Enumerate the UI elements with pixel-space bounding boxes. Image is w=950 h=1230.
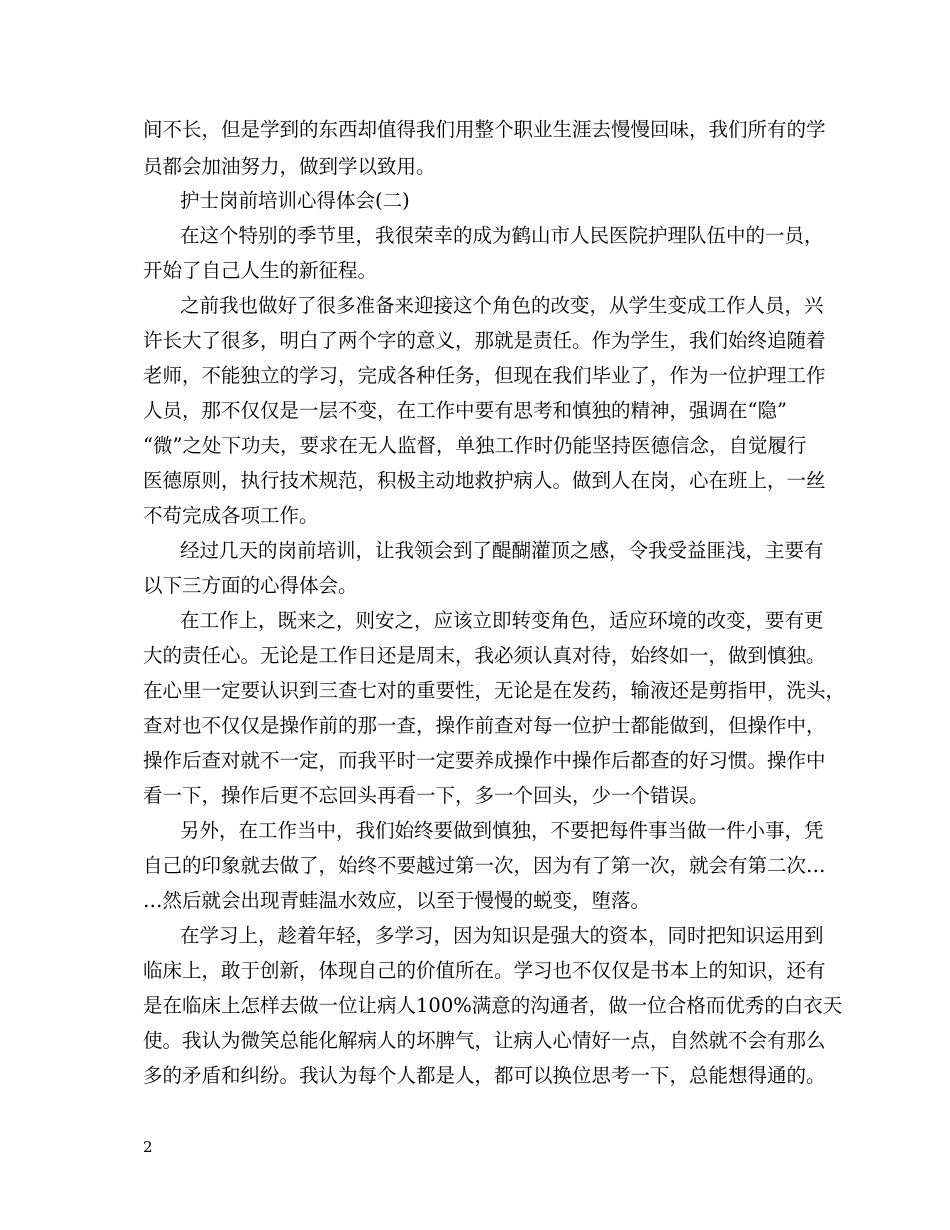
- body-text-line: “微”之处下功夫，要求在无人监督，单独工作时仍能坚持医德信念，自觉履行: [143, 434, 807, 457]
- body-text-line: 看一下，操作后更不忘回头再看一下，多一个回头，少一个错误。: [143, 784, 709, 807]
- body-text-line: 多的矛盾和纠纷。我认为每个人都是人，都可以换位思考一下，总能想得通的。: [143, 1064, 826, 1087]
- body-text-line: 另外，在工作当中，我们始终要做到慎独，不要把每件事当做一件小事，凭: [180, 819, 824, 842]
- page-number: 2: [143, 1138, 153, 1156]
- body-text-line: 员都会加油努力，做到学以致用。: [143, 155, 436, 178]
- body-text-line: 之前我也做好了很多准备来迎接这个角色的改变，从学生变成工作人员，兴: [180, 294, 824, 317]
- body-text-line: 许长大了很多，明白了两个字的意义，那就是责任。作为学生，我们始终追随着: [143, 329, 826, 352]
- body-text-line: 在工作上，既来之，则安之，应该立即转变角色，适应环境的改变，要有更: [180, 609, 824, 632]
- body-text-line: 不苟完成各项工作。: [143, 504, 319, 527]
- body-text-line: 以下三方面的心得体会。: [143, 574, 358, 597]
- body-text-line: 临床上，敢于创新，体现自己的价值所在。学习也不仅仅是书本上的知识，还有: [143, 959, 826, 982]
- body-text-line: 自己的印象就去做了，始终不要越过第一次，因为有了第一次，就会有第二次…: [143, 854, 826, 877]
- body-text-line: 查对也不仅仅是操作前的那一查，操作前查对每一位护士都能做到，但操作中，: [143, 714, 826, 737]
- body-text-line: 老师，不能独立的学习，完成各种任务，但现在我们毕业了，作为一位护理工作: [143, 364, 826, 387]
- body-text-line: 人员，那不仅仅是一层不变，在工作中要有思考和慎独的精神，强调在“隐”: [143, 399, 787, 422]
- body-text-line: 在心里一定要认识到三查七对的重要性，无论是在发药，输液还是剪指甲，洗头，: [143, 679, 846, 702]
- body-text-line: 使。我认为微笑总能化解病人的坏脾气，让病人心情好一点，自然就不会有那么: [143, 1029, 826, 1052]
- body-text-line: 在学习上，趁着年轻，多学习，因为知识是强大的资本，同时把知识运用到: [180, 924, 824, 947]
- section-heading: 护士岗前培训心得体会(二): [180, 189, 410, 212]
- body-text-line: 医德原则，执行技术规范，积极主动地救护病人。做到人在岗，心在班上，一丝: [143, 469, 826, 492]
- body-text-line: 经过几天的岗前培训，让我领会到了醍醐灌顶之感，令我受益匪浅，主要有: [180, 539, 824, 562]
- body-text-line: 间不长，但是学到的东西却值得我们用整个职业生涯去慢慢回味，我们所有的学: [143, 118, 826, 141]
- body-text-line: …然后就会出现青蛙温水效应，以至于慢慢的蜕变，堕落。: [143, 889, 651, 912]
- body-text-line: 是在临床上怎样去做一位让病人100%满意的沟通者，做一位合格而优秀的白衣天: [143, 994, 843, 1017]
- body-text-line: 大的责任心。无论是工作日还是周末，我必须认真对待，始终如一，做到慎独。: [143, 644, 826, 667]
- body-text-line: 开始了自己人生的新征程。: [143, 259, 378, 282]
- body-text-line: 在这个特别的季节里，我很荣幸的成为鹤山市人民医院护理队伍中的一员，: [180, 224, 824, 247]
- body-text-line: 操作后查对就不一定，而我平时一定要养成操作中操作后都查的好习惯。操作中: [143, 749, 826, 772]
